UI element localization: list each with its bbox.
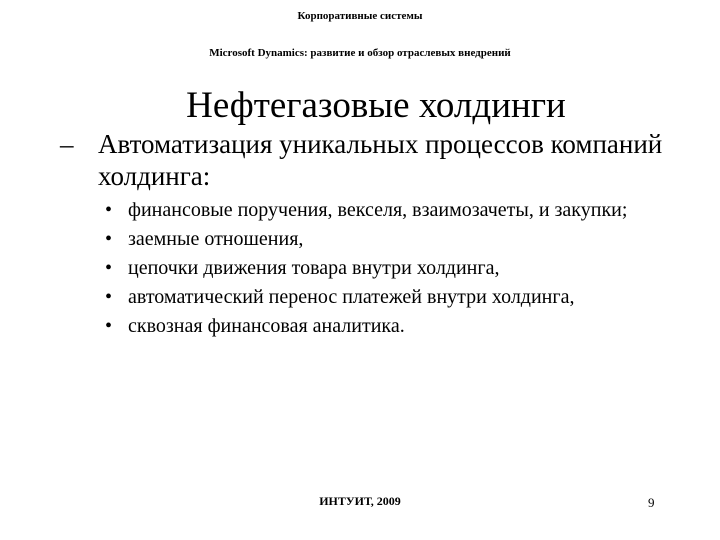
slide-title: Нефтегазовые холдинги [186, 85, 566, 126]
bullet-marker: • [105, 286, 113, 308]
header-lecture-title: Microsoft Dynamics: развитие и обзор отраслевых внедрений [209, 47, 511, 59]
bullet-text: цепочки движения товара внутри холдинга, [128, 257, 500, 279]
bullet-marker: • [105, 199, 113, 221]
bullet-text: заемные отношения, [128, 228, 304, 250]
bullet-item [105, 314, 705, 338]
bullet-item [105, 256, 705, 280]
bullet-item [105, 198, 705, 222]
bullet-text: автоматический перенос платежей внутри холдинга, [128, 286, 575, 308]
bullet-list [105, 198, 705, 343]
bullet-marker: • [105, 228, 113, 250]
header-course-title: Корпоративные системы [297, 10, 423, 22]
bullet-text: финансовые поручения, векселя, взаимозачеты, и закупки; [128, 199, 628, 221]
dash-marker: – [60, 129, 74, 159]
bullet-item [105, 227, 705, 251]
bullet-text: сквозная финансовая аналитика. [128, 315, 405, 337]
footer-copyright: ИНТУИТ, 2009 [319, 494, 401, 508]
bullet-marker: • [105, 315, 113, 337]
bullet-marker: • [105, 257, 113, 279]
bullet-item [105, 285, 705, 309]
page-number: 9 [648, 495, 655, 510]
level1-text: Автоматизация уникальных процессов компаний холдинга: [98, 129, 663, 191]
